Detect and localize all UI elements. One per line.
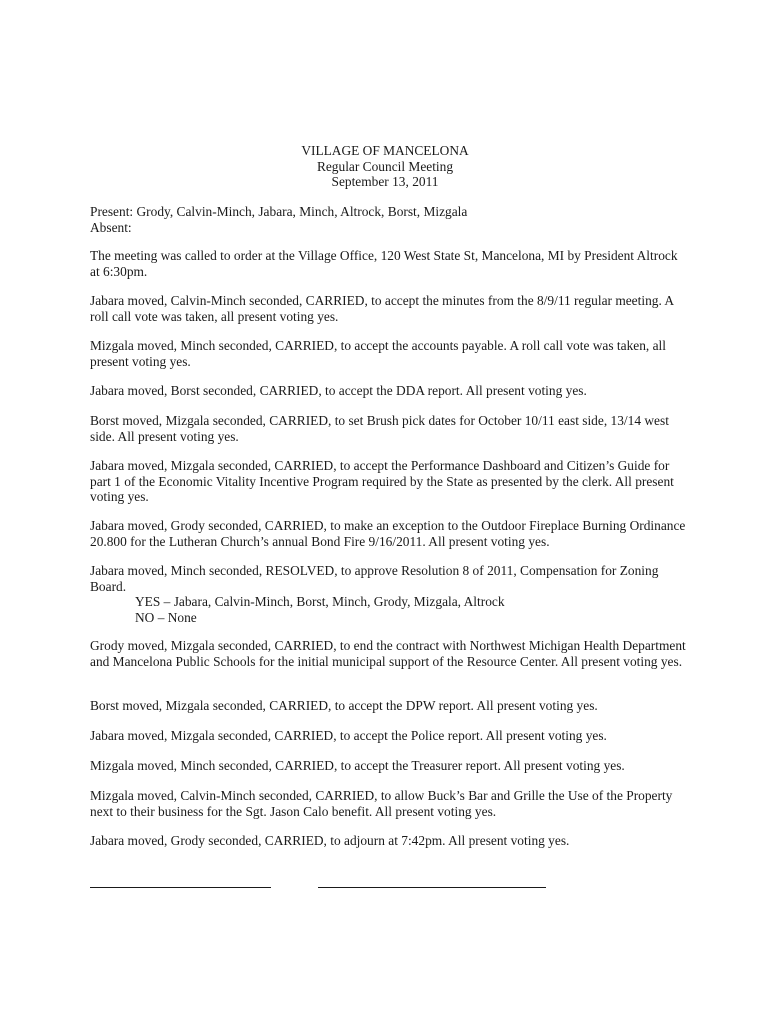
resolution-yes-votes: YES – Jabara, Calvin-Minch, Borst, Minch, Grody, Mizgala, Altrock (135, 594, 505, 609)
document-header (0, 143, 770, 190)
signature-line-left (90, 887, 271, 888)
signature-line-right (318, 887, 546, 888)
paragraph-resolution (90, 563, 690, 625)
paragraph-minutes: Jabara moved, Calvin-Minch seconded, CARRIED, to accept the minutes from the 8/9/11 regular meeting. A roll call vote was taken, all present voting yes. (90, 293, 674, 324)
paragraph-bucks-bar: Mizgala moved, Calvin-Minch seconded, CARRIED, to allow Buck’s Bar and Grille the Use of the Property next to their business for the Sgt. Jason Calo benefit. All present voting yes. (90, 788, 673, 819)
present-line: Present: Grody, Calvin-Minch, Jabara, Minch, Altrock, Borst, Mizgala (90, 204, 468, 219)
absent-line: Absent: (90, 219, 132, 235)
paragraph-treasurer-report: Mizgala moved, Minch seconded, CARRIED, to accept the Treasurer report. All present voting yes. (90, 758, 625, 773)
paragraph-call-to-order: The meeting was called to order at the Village Office, 120 West State St, Mancelona, MI by President Altrock at 6:30pm. (90, 248, 678, 279)
paragraph-resource-center: Grody moved, Mizgala seconded, CARRIED, to end the contract with Northwest Michigan Health Department and Mancelona Public Schools for the initial municipal support of the Resource Center. All present voting yes. (90, 638, 686, 669)
resolution-text: Jabara moved, Minch seconded, RESOLVED, to approve Resolution 8 of 2011, Compensation for Zoning Board. (90, 563, 659, 594)
paragraph-dpw-report: Borst moved, Mizgala seconded, CARRIED, to accept the DPW report. All present voting yes. (90, 698, 598, 713)
paragraph-burning-ordinance: Jabara moved, Grody seconded, CARRIED, to make an exception to the Outdoor Fireplace Burning Ordinance 20.800 for the Lutheran Church’s annual Bond Fire 9/16/2011. All present voting yes. (90, 518, 686, 549)
resolution-no-votes: NO – None (135, 609, 197, 625)
village-name: VILLAGE OF MANCELONA (301, 143, 469, 158)
attendance (90, 204, 690, 235)
meeting-type: Regular Council Meeting (316, 158, 454, 174)
meeting-date: September 13, 2011 (331, 174, 439, 189)
paragraph-police-report: Jabara moved, Mizgala seconded, CARRIED, to accept the Police report. All present voting yes. (90, 728, 607, 743)
paragraph-performance-dashboard: Jabara moved, Mizgala seconded, CARRIED, to accept the Performance Dashboard and Citizen’s Guide for part 1 of the Economic Vitality Incentive Program required by the State as presented by the clerk. All present voting yes. (90, 458, 674, 504)
paragraph-brush-pick: Borst moved, Mizgala seconded, CARRIED, to set Brush pick dates for October 10/11 east side, 13/14 west side. All present voting yes. (90, 413, 669, 444)
paragraph-dda-report: Jabara moved, Borst seconded, CARRIED, to accept the DDA report. All present voting yes. (90, 383, 587, 398)
paragraph-accounts-payable: Mizgala moved, Minch seconded, CARRIED, to accept the accounts payable. A roll call vote was taken, all present voting yes. (90, 338, 666, 369)
paragraph-adjourn: Jabara moved, Grody seconded, CARRIED, to adjourn at 7:42pm. All present voting yes. (90, 833, 570, 848)
